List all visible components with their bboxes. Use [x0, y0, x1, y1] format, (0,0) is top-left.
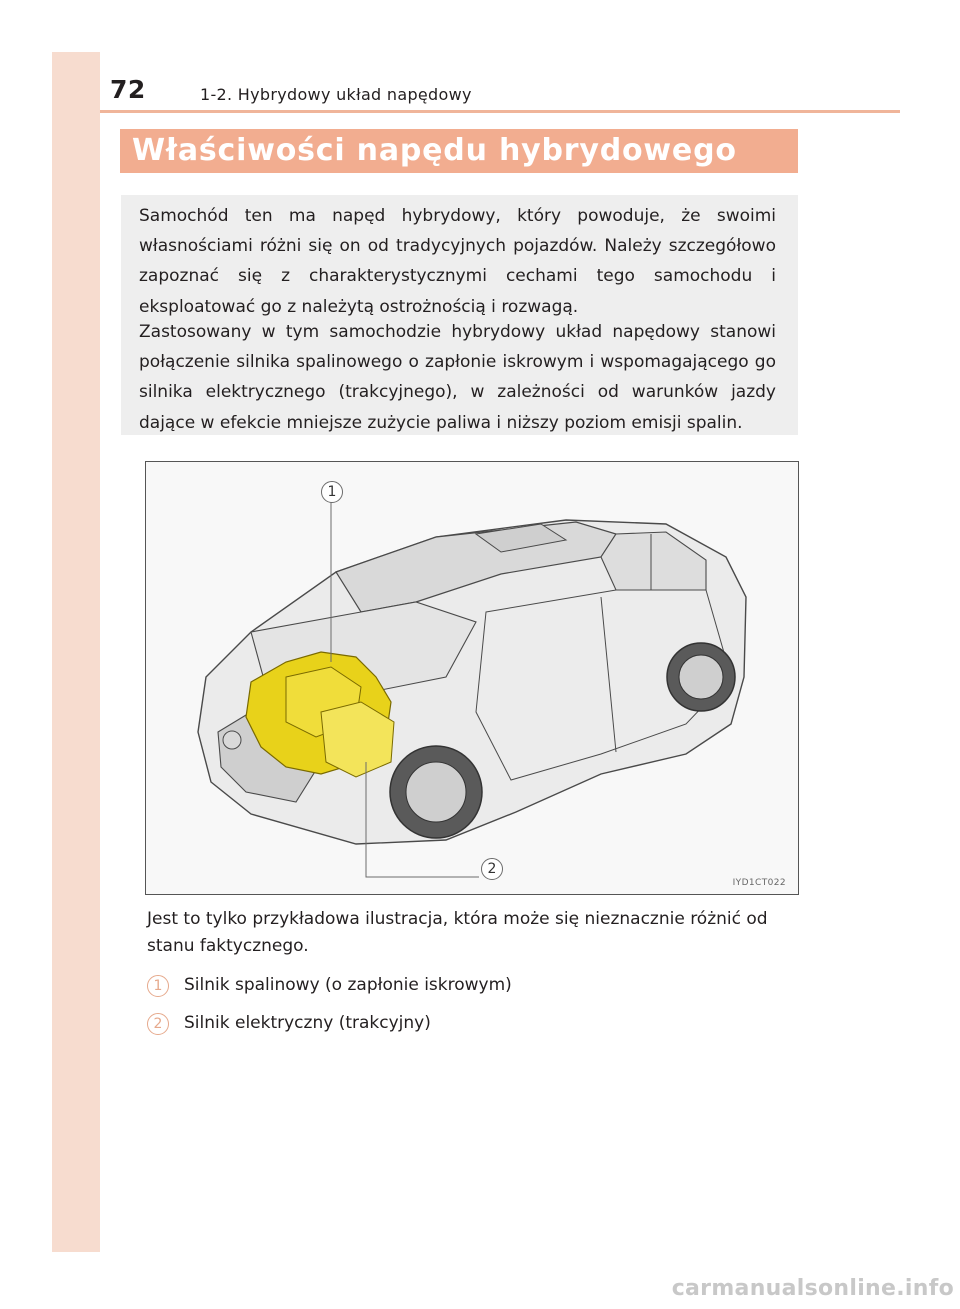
side-color-band — [52, 52, 100, 1252]
figure-code: IYD1CT022 — [732, 878, 786, 888]
legend-number-2: 2 — [147, 1013, 169, 1035]
car-rear-rim — [679, 655, 723, 699]
footer-watermark: carmanualsonline.info — [671, 1276, 954, 1301]
section-title-bar — [120, 129, 798, 173]
intro-box — [121, 195, 798, 435]
page-number: 72 — [110, 75, 146, 104]
car-illustration — [145, 461, 799, 895]
callout-2: 2 — [481, 858, 503, 880]
intro-paragraph-1: Samochód ten ma napęd hybrydowy, który powoduje, że swoimi własnościami różni się on od tradycyjnych pojazdów. Należy szczegółowo zapoznać się z charakterystycznymi cechami tego samochodu i eksploatować go z należytą ostrożnością i rozwagą. — [139, 206, 776, 317]
chapter-title: 1-2. Hybrydowy układ napędowy — [200, 85, 472, 104]
legend-number-1: 1 — [147, 975, 169, 997]
car-drawing — [146, 462, 798, 894]
figure-caption: Jest to tylko przykładowa ilustracja, która może się nieznacznie różnić od stanu faktycznego. — [147, 909, 768, 956]
legend-label-1: Silnik spalinowy (o zapłonie iskrowym) — [184, 975, 512, 995]
intro-paragraph-2: Zastosowany w tym samochodzie hybrydowy układ napędowy stanowi połączenie silnika spalinowego o zapłonie iskrowym i wspomagającego go silnika elektrycznego (trakcyjnego), w zależności od warunków jazdy dające w efekcie mniejsze zużycie paliwa i niższy poziom emisji spalin. — [139, 322, 776, 433]
legend-label-2: Silnik elektryczny (trakcyjny) — [184, 1013, 431, 1033]
page-header — [100, 76, 900, 113]
car-emblem — [223, 731, 241, 749]
callout-1: 1 — [321, 481, 343, 503]
car-front-rim — [406, 762, 466, 822]
section-title: Właściwości napędu hybrydowego — [132, 133, 737, 168]
